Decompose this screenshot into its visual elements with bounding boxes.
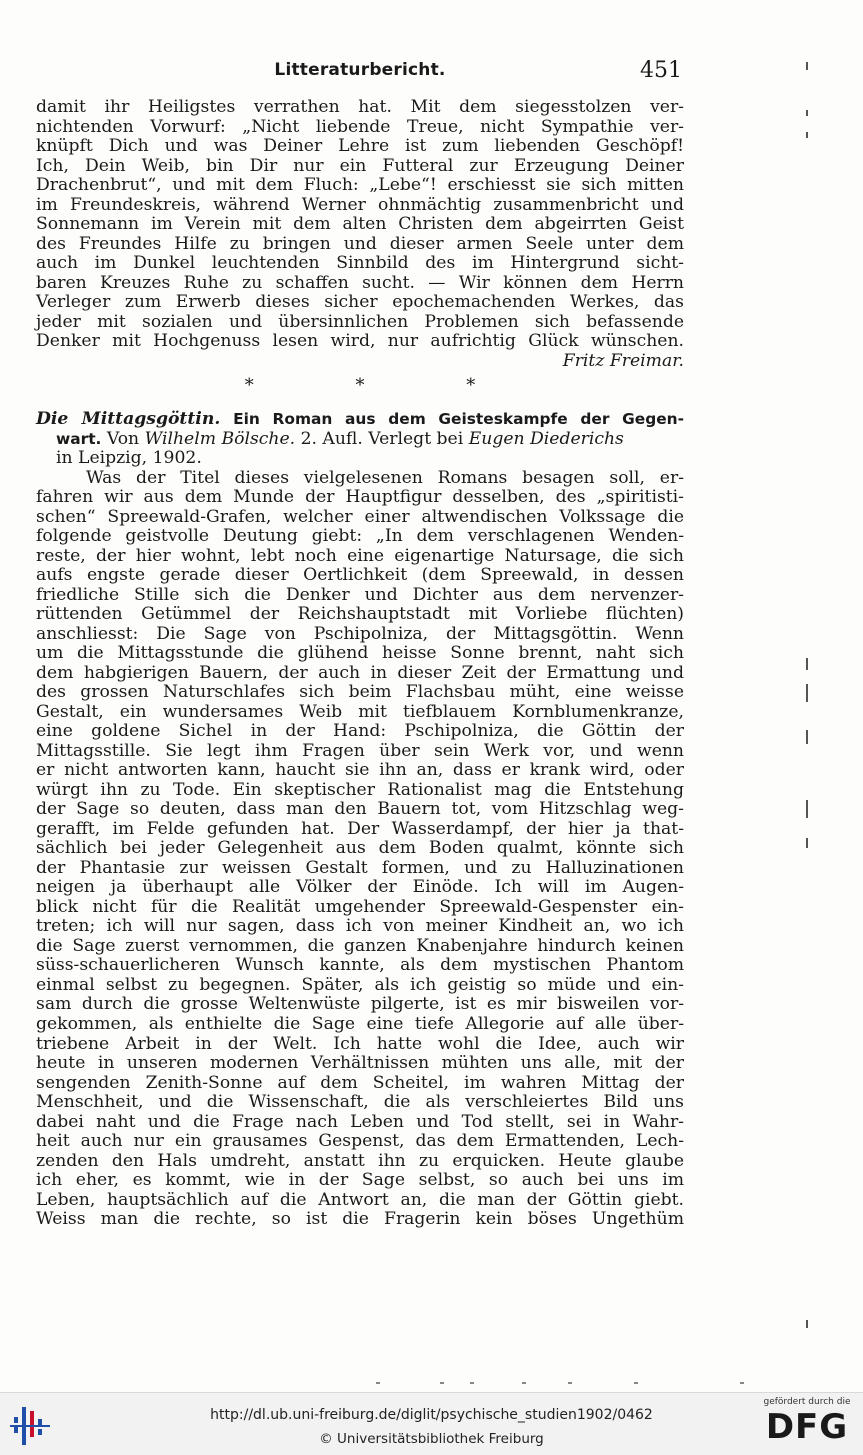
- text-line: dabei naht und die Frage nach Leben und Tod stellt, sei in Wahr-: [36, 1111, 684, 1132]
- text-line: anschliesst: Die Sage von Pschipolniza, der Mittagsgöttin. Wenn: [36, 623, 684, 644]
- scan-edge-mark: [806, 62, 808, 70]
- text-line: im Freundeskreis, während Werner ohnmächtig zusammenbricht und: [36, 194, 684, 215]
- text-line: sengenden Zenith-Sonne auf dem Scheitel, im wahren Mittag der: [36, 1072, 684, 1093]
- dfg-funding-badge: [759, 1397, 855, 1451]
- text-line: aufs engste gerade dieser Oertlichkeit (dem Spreewald, in dessen: [36, 565, 684, 586]
- text-line: der Phantasie zur weissen Gestalt formen, und zu Halluzinationen: [36, 857, 684, 878]
- text-line: sam durch die grosse Weltenwüste pilgerte, ist es mir bisweilen vor-: [36, 994, 684, 1015]
- book-subtitle: Ein Roman aus dem Geisteskampfe der Gegen-: [233, 410, 684, 428]
- text-line: dem habgierigen Bauern, der auch in dieser Zeit der Ermattung und: [36, 662, 684, 683]
- text-line: triebene Arbeit in der Welt. Ich hatte wohl die Idee, auch wir: [36, 1033, 684, 1054]
- text-line: Verleger zum Erwerb dieses sicher epochemachenden Werkes, das: [36, 292, 684, 313]
- text-line: würgt ihn zu Tode. Ein skeptischer Rationalist mag die Entstehung: [36, 779, 684, 800]
- text-line: jeder mit sozialen und übersinnlichen Problemen sich befassende: [36, 311, 684, 332]
- text-line: rüttenden Getümmel der Reichshauptstadt mit Vorliebe flüchten): [36, 604, 684, 625]
- scan-bottom-specks: [376, 1382, 756, 1384]
- text-line: nichtenden Vorwurf: „Nicht liebende Treue, nicht Sympathie ver-: [36, 116, 684, 137]
- text-line: Gestalt, ein wundersames Weib mit tiefblauem Kornblumenkranze,: [36, 701, 684, 722]
- text-line: fahren wir aus dem Munde der Hauptfigur desselben, des „spiritisti-: [36, 487, 684, 508]
- text-line: ich eher, es kommt, wie in der Sage selbst, so auch bei uns im: [36, 1170, 684, 1191]
- text-line: Weiss man die rechte, so ist die Fragerin kein böses Ungethüm: [36, 1209, 684, 1230]
- text-line: Drachenbrut“, und mit dem Fluch: „Lebe“! erschiesst sie sich mitten: [36, 175, 684, 196]
- text-line: Was der Titel dieses vielgelesenen Romans besagen soll, er-: [86, 467, 684, 488]
- running-title: Litteraturbericht.: [274, 60, 446, 80]
- text-line: neigen ja überhaupt alle Völker der Einöde. Ich will im Augen-: [36, 877, 684, 898]
- text-line: heit auch nur ein grausames Gespenst, das dem Ermattenden, Lech-: [36, 1131, 684, 1152]
- scan-edge-mark: [806, 658, 808, 670]
- text-line: friedliche Stille sich die Denker und Dichter aus dem nervenzer-: [36, 584, 684, 605]
- text-line: auch im Dunkel leuchtenden Sinnbild des im Hintergrund sicht-: [36, 253, 684, 274]
- text-line: folgende geistvolle Deutung giebt: „In dem verschlagenen Wenden-: [36, 526, 684, 547]
- text-line: des Freundes Hilfe zu bringen und dieser armen Seele unter dem: [36, 233, 684, 254]
- text-line: der Sage so deuten, dass man den Bauern tot, vom Hitzschlag weg-: [36, 799, 684, 820]
- text-line: blick nicht für die Realität umgehender Spreewald-Gespenster ein-: [36, 896, 684, 917]
- text-line: treten; ich will nur sagen, dass ich von meiner Kindheit an, wo ich: [36, 916, 684, 937]
- review-two: [36, 410, 684, 1230]
- speck: [522, 1382, 526, 1384]
- copyright-notice: © Universitätsbibliothek Freiburg: [319, 1431, 544, 1447]
- section-separator: * * *: [244, 375, 524, 397]
- dfg-caption: gefördert durch die: [763, 1397, 851, 1407]
- speck: [634, 1382, 638, 1384]
- text-line: Leben, hauptsächlich auf die Antwort an, die man der Göttin giebt.: [36, 1189, 684, 1210]
- book-title: Die Mittagsgöttin.: [36, 409, 221, 429]
- scan-edge-mark: [806, 800, 808, 818]
- book-place-year: in Leipzig, 1902.: [56, 448, 202, 469]
- viewer-footer: [0, 1392, 863, 1455]
- scan-edge-mark: [806, 730, 808, 744]
- speck: [470, 1382, 474, 1384]
- book-edition: 2. Aufl. Verlegt bei: [300, 428, 464, 449]
- author-prefix: Von: [106, 428, 140, 449]
- review-signature: Fritz Freimar.: [562, 350, 684, 371]
- speck: [440, 1382, 444, 1384]
- review-heading-line-1: [36, 410, 684, 430]
- text-line: knüpft Dich und was Deiner Lehre ist zum liebenden Geschöpf!: [36, 136, 684, 157]
- speck: [740, 1382, 744, 1384]
- text-line: er nicht antworten kann, haucht sie ihn an, dass er krank wird, oder: [36, 760, 684, 781]
- text-line: um die Mittagsstunde die glühend heisse Sonne brennt, naht sich: [36, 643, 684, 664]
- text-line: des grossen Naturschlafes sich beim Flachsbau müht, eine weisse: [36, 682, 684, 703]
- book-publisher: Eugen Diederichs: [468, 428, 624, 449]
- text-line: damit ihr Heiligstes verrathen hat. Mit dem siegesstolzen ver-: [36, 97, 684, 117]
- scan-edge-mark: [806, 132, 808, 138]
- book-subtitle-end: wart.: [56, 429, 102, 448]
- text-line: Mittagsstille. Sie legt ihm Fragen über sein Werk vor, und wenn: [36, 740, 684, 761]
- text-line: Denker mit Hochgenuss lesen wird, nur aufrichtig Glück wünschen.: [36, 331, 684, 352]
- scan-edge-mark: [806, 110, 808, 116]
- text-line: Ich, Dein Weib, bin Dir nur ein Futteral zur Erzeugung Deiner: [36, 155, 684, 176]
- text-line: gerafft, im Felde gefunden hat. Der Wasserdampf, der hier ja that-: [36, 818, 684, 839]
- text-line: Menschheit, und die Wissenschaft, die als verschleiertes Bild uns: [36, 1092, 684, 1113]
- book-author: Wilhelm Bölsche.: [144, 428, 296, 449]
- review-one: [36, 98, 684, 401]
- scan-edge-mark: [806, 1320, 808, 1328]
- text-line: schen“ Spreewald-Grafen, welcher einer altwendischen Volkssage die: [36, 506, 684, 527]
- text-line: die Sage zuerst vernommen, die ganzen Knabenjahre hindurch keinen: [36, 935, 684, 956]
- text-line: heute in unseren modernen Verhältnissen mühten uns alle, mit der: [36, 1053, 684, 1074]
- speck: [376, 1382, 380, 1384]
- running-head: [36, 58, 684, 88]
- text-line: sächlich bei jeder Gelegenheit aus dem Boden qualmt, könnte sich: [36, 838, 684, 859]
- review-heading-line-2: [36, 430, 684, 450]
- page-number: 451: [640, 58, 682, 83]
- speck: [568, 1382, 572, 1384]
- text-line: süss-schauerlicheren Wunsch kannte, als dem mystischen Phantom: [36, 955, 684, 976]
- scan-edge-mark: [806, 684, 808, 702]
- text-line: einmal selbst zu begegnen. Später, als ich geistig so müde und ein-: [36, 974, 684, 995]
- text-line: eine goldene Sichel in der Hand: Pschipolniza, die Göttin der: [36, 721, 684, 742]
- text-line: baren Kreuzes Ruhe zu schaffen sucht. — Wir können dem Herrn: [36, 272, 684, 293]
- document-url-link[interactable]: http://dl.ub.uni-freiburg.de/diglit/psychische_studien1902/0462: [210, 1407, 653, 1423]
- scan-edge-mark: [806, 838, 808, 848]
- text-line: reste, der hier wohnt, lebt noch eine eigenartige Natursage, die sich: [36, 545, 684, 566]
- text-line: zenden den Hals umdreht, anstatt ihn zu erquicken. Heute glaube: [36, 1150, 684, 1171]
- text-line: Sonnemann im Verein mit dem alten Christen dem abgeirrten Geist: [36, 214, 684, 235]
- text-line: gekommen, als enthielte die Sage eine tiefe Allegorie auf alle über-: [36, 1013, 684, 1034]
- dfg-logo-icon: DFG: [765, 1407, 849, 1447]
